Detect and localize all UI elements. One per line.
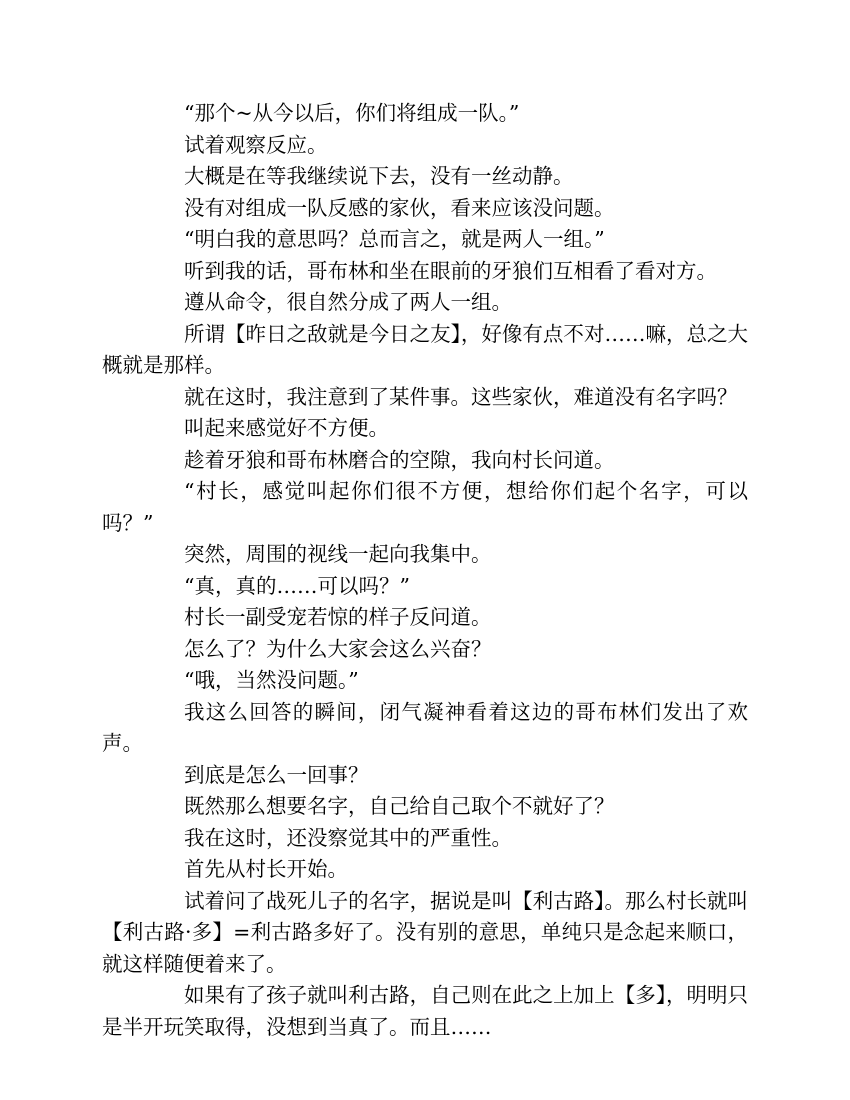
paragraph: 大概是在等我继续说下去，没有一丝动静。 <box>184 164 574 188</box>
paragraph: 叫起来感觉好不方便。 <box>184 416 389 440</box>
paragraph: 如果有了孩子就叫利古路，自己则在此之上加上【多】，明明只是半开玩笑取得，没想到当真了。而且…… <box>102 983 748 1039</box>
paragraph: “明白我的意思吗？总而言之，就是两人一组。” <box>184 227 605 251</box>
paragraph: 我这么回答的瞬间，闭气凝神看着这边的哥布林们发出了欢声。 <box>102 699 748 755</box>
paragraph: 突然，周围的视线一起向我集中。 <box>184 542 492 566</box>
paragraph: 就在这时，我注意到了某件事。这些家伙，难道没有名字吗？ <box>184 384 738 409</box>
paragraph: “村长，感觉叫起你们很不方便，想给你们起个名字，可以吗？” <box>102 479 748 535</box>
paragraph: 遵从命令，很自然分成了两人一组。 <box>184 290 512 314</box>
paragraph: 试着问了战死儿子的名字，据说是叫【利古路】。那么村长就叫【利古路·多】=利古路多好了。没有别的意思，单纯只是念起来顺口，就这样随便着来了。 <box>102 888 748 976</box>
paragraph: 既然那么想要名字，自己给自己取个不就好了？ <box>184 794 615 818</box>
paragraph: 听到我的话，哥布林和坐在眼前的牙狼们互相看了看对方。 <box>184 258 717 283</box>
paragraph: 没有对组成一队反感的家伙，看来应该没问题。 <box>184 195 615 220</box>
paragraph: “那个~从今以后，你们将组成一队。” <box>184 101 520 125</box>
paragraph: 首先从村长开始。 <box>184 857 348 881</box>
document-page <box>102 98 748 1043</box>
paragraph: 我在这时，还没察觉其中的严重性。 <box>184 825 512 850</box>
paragraph: 趁着牙狼和哥布林磨合的空隙，我向村长问道。 <box>184 447 615 472</box>
paragraph: “真，真的……可以吗？” <box>184 573 410 598</box>
paragraph: “哦，当然没问题。” <box>184 668 359 692</box>
paragraph: 所谓【昨日之敌就是今日之友】，好像有点不对……嘛，总之大概就是那样。 <box>102 321 748 377</box>
paragraph: 试着观察反应。 <box>184 132 328 157</box>
paragraph: 村长一副受宠若惊的样子反问道。 <box>184 605 492 629</box>
paragraph: 到底是怎么一回事？ <box>184 762 369 787</box>
paragraph: 怎么了？为什么大家会这么兴奋？ <box>184 636 492 661</box>
